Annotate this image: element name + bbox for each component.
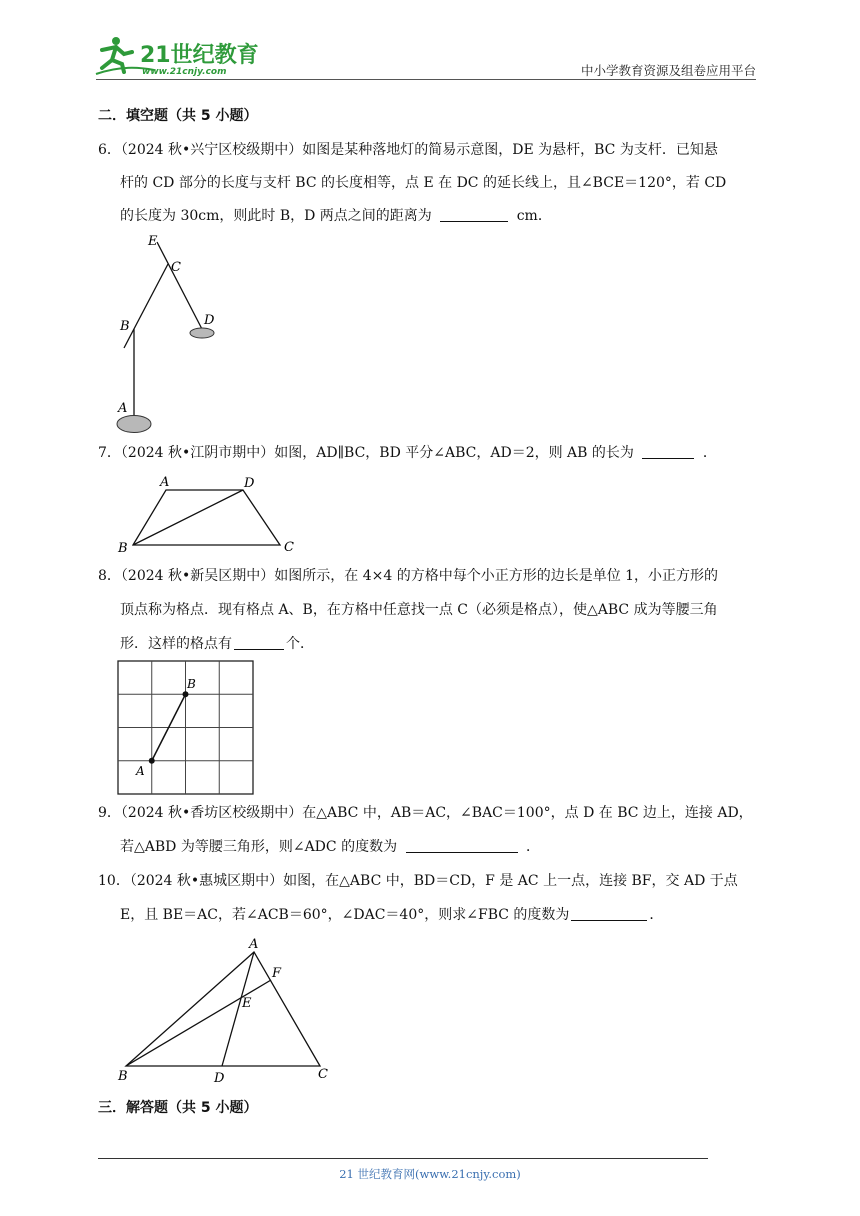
q8-grid-figure — [116, 659, 258, 799]
q10-label-a: A — [249, 937, 259, 952]
q8-line-1: 8．（2024 秋•新吴区期中）如图所示，在 4×4 的方格中每个小正方形的边长是单位 1，小正方形的 — [98, 568, 719, 584]
footer-divider — [98, 1158, 708, 1159]
q10-label-e: E — [242, 996, 252, 1011]
q6-line-3-unit: cm． — [516, 208, 552, 224]
q8-line-3-unit: 个． — [286, 636, 314, 652]
q7-label-d: D — [244, 476, 255, 491]
logo-text: 21世纪教育 — [140, 43, 259, 68]
q7-label-b: B — [118, 541, 128, 556]
q10-answer-blank[interactable] — [571, 906, 647, 921]
header-platform-text: 中小学教育资源及组卷应用平台 — [580, 63, 756, 78]
point-b — [183, 691, 189, 697]
q7-label-c: C — [284, 540, 294, 555]
q10-label-b: B — [118, 1069, 128, 1084]
trapezoid-abcd — [133, 490, 280, 545]
q6-lamp-figure — [110, 228, 250, 438]
q10-line-2 — [120, 905, 663, 925]
q6-label-c: C — [171, 260, 181, 275]
q8-line-2: 顶点称为格点．现有格点 A、B，在方格中任意找一点 C（必须是格点），使△ABC 成为等腰三角 — [120, 602, 718, 618]
lamp-shade-d — [190, 328, 214, 338]
q9-answer-blank[interactable] — [406, 838, 518, 853]
lamp-pole-bc — [124, 264, 168, 348]
q6-line-3 — [120, 206, 552, 226]
q8-line-3 — [120, 634, 314, 654]
q6-label-e: E — [148, 234, 158, 249]
q6-line-2: 杆的 CD 部分的长度与支杆 BC 的长度相等，点 E 在 DC 的延长线上，且∠BCE＝120°，若 CD — [120, 175, 727, 191]
q6-label-b: B — [120, 319, 130, 334]
section-2-title: 二．填空题（共 5 小题） — [98, 108, 258, 124]
q6-line-3-text: 的长度为 30cm，则此时 B，D 两点之间的距离为 — [120, 208, 432, 224]
q7-trapezoid-figure — [110, 470, 310, 560]
q8-line-3-text: 形．这样的格点有 — [120, 636, 232, 652]
lamp-pole-ed — [157, 242, 203, 331]
q9-line-1: 9．（2024 秋•香坊区校级期中）在△ABC 中，AB＝AC，∠BAC＝100°，点 D 在 BC 边上，连接 AD， — [98, 805, 753, 821]
q7-answer-blank[interactable] — [642, 444, 694, 459]
q10-period: ． — [649, 907, 664, 923]
q7-period: ． — [702, 445, 717, 461]
q6-label-d: D — [204, 313, 215, 328]
section-3-title: 三．解答题（共 5 小题） — [98, 1100, 258, 1116]
segment-bf — [126, 980, 271, 1066]
footer-text[interactable]: 21 世纪教育网(www.21cnjy.com) — [339, 1167, 521, 1181]
q10-label-c: C — [318, 1067, 328, 1082]
q10-label-d: D — [214, 1071, 225, 1086]
q10-triangle-figure — [110, 932, 340, 1087]
q8-label-b: B — [187, 677, 196, 691]
q8-label-a: A — [136, 764, 145, 778]
q7-label-a: A — [160, 475, 170, 490]
logo-url: www.21cnjy.com — [142, 67, 227, 76]
q7-line-1-text: 7．（2024 秋•江阴市期中）如图，AD∥BC，BD 平分∠ABC，AD＝2，则 AB 的长为 — [98, 445, 634, 461]
q6-line-1: 6．（2024 秋•兴宁区校级期中）如图是某种落地灯的简易示意图，DE 为悬杆，BC 为支杆．已知悬 — [98, 142, 718, 158]
q10-line-2-text: E，且 BE＝AC，若∠ACB＝60°，∠DAC＝40°，则求∠FBC 的度数为 — [120, 907, 570, 923]
q9-period: ． — [525, 839, 540, 855]
site-logo — [94, 34, 264, 76]
q6-label-a: A — [118, 401, 128, 416]
q7-line-1 — [98, 443, 717, 463]
q10-label-f: F — [272, 966, 282, 981]
q9-line-2 — [120, 837, 540, 857]
q6-answer-blank[interactable] — [440, 207, 508, 222]
point-a — [149, 758, 155, 764]
header-divider — [96, 79, 756, 80]
lamp-base-a — [117, 416, 151, 433]
q10-line-1: 10．（2024 秋•惠城区期中）如图，在△ABC 中，BD＝CD，F 是 AC 上一点，连接 BF，交 AD 于点 — [98, 873, 738, 889]
q9-line-2-text: 若△ABD 为等腰三角形，则∠ADC 的度数为 — [120, 839, 398, 855]
q8-answer-blank[interactable] — [234, 635, 284, 650]
